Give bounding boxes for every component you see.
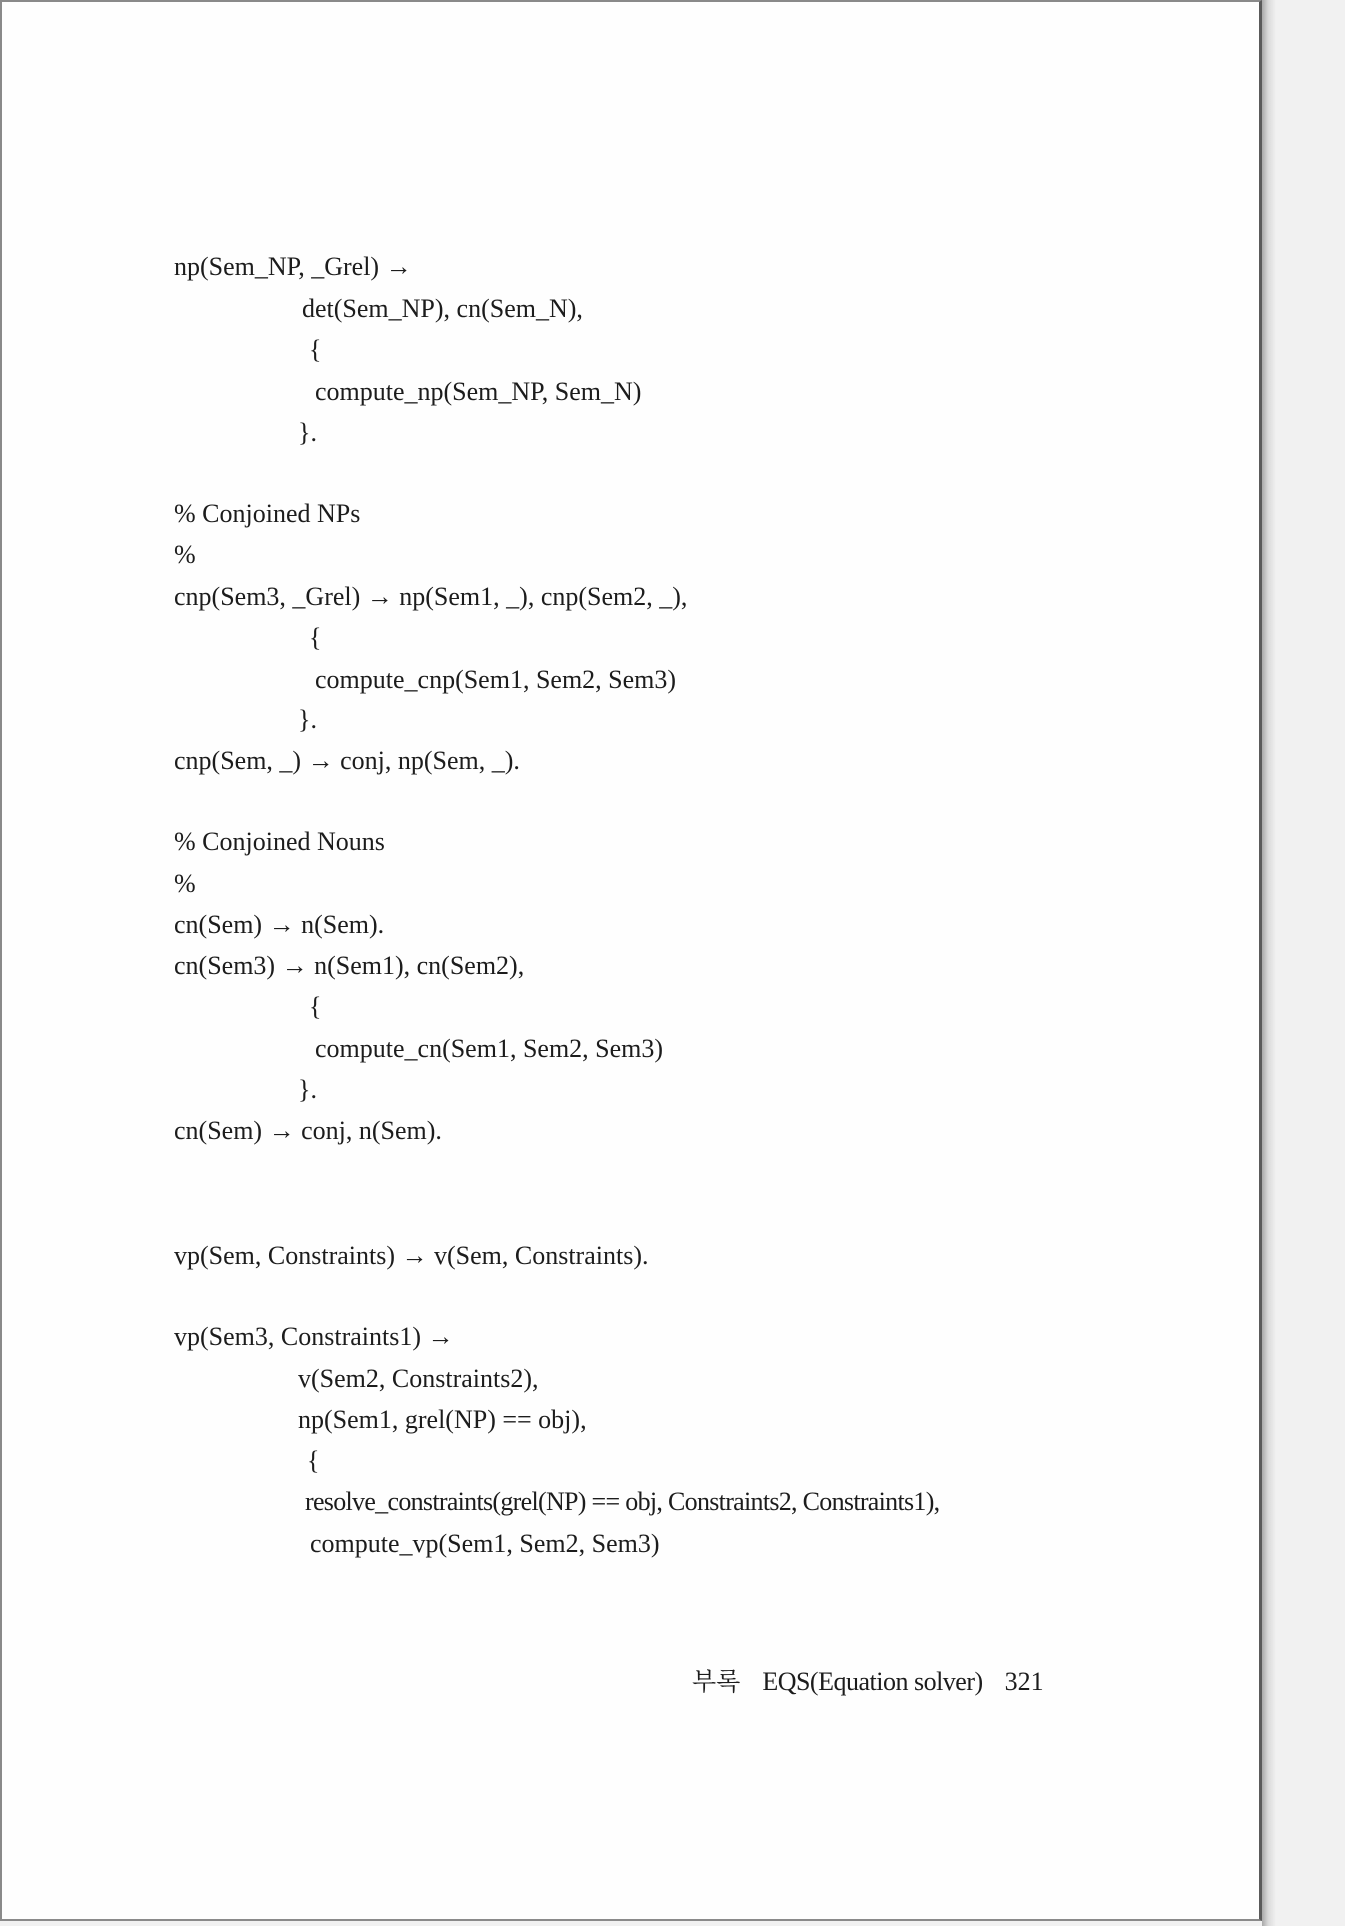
page-edge-shadow bbox=[1262, 0, 1276, 1926]
code-brace: }. bbox=[298, 1075, 317, 1104]
code-line: np(Sem1, grel(NP) == obj), bbox=[298, 1405, 587, 1434]
code-line: cn(Sem) → n(Sem). bbox=[174, 910, 385, 939]
code-line: cnp(Sem3, _Grel) → np(Sem1, _), cnp(Sem2, _), bbox=[174, 582, 688, 611]
code-line: cn(Sem3) → n(Sem1), cn(Sem2), bbox=[174, 951, 525, 980]
code-line: vp(Sem, Constraints) → v(Sem, Constraints). bbox=[174, 1241, 649, 1270]
comment-line: % bbox=[174, 869, 196, 898]
code-brace: { bbox=[309, 623, 322, 652]
code-line: np(Sem_NP, _Grel) → bbox=[174, 252, 412, 281]
page-footer bbox=[666, 1637, 1044, 1727]
code-brace: { bbox=[307, 1446, 320, 1475]
code-brace: }. bbox=[298, 418, 317, 447]
code-line: v(Sem2, Constraints2), bbox=[298, 1364, 539, 1393]
code-line: cn(Sem) → conj, n(Sem). bbox=[174, 1116, 442, 1145]
code-line: det(Sem_NP), cn(Sem_N), bbox=[302, 294, 583, 323]
code-line: compute_cnp(Sem1, Sem2, Sem3) bbox=[315, 665, 677, 694]
code-brace: { bbox=[309, 992, 322, 1021]
code-line: compute_vp(Sem1, Sem2, Sem3) bbox=[310, 1529, 660, 1558]
comment-line: % Conjoined Nouns bbox=[174, 827, 385, 856]
comment-line: % bbox=[174, 540, 196, 569]
code-line: cnp(Sem, _) → conj, np(Sem, _). bbox=[174, 746, 520, 775]
code-line: resolve_constraints(grel(NP) == obj, Constraints2, Constraints1), bbox=[305, 1487, 940, 1516]
code-line: compute_np(Sem_NP, Sem_N) bbox=[315, 377, 642, 406]
footer-title: EQS(Equation solver) bbox=[762, 1667, 983, 1696]
comment-line: % Conjoined NPs bbox=[174, 499, 361, 528]
code-brace: }. bbox=[298, 705, 317, 734]
footer-section-label: 부록 bbox=[692, 1667, 741, 1696]
code-brace: { bbox=[309, 335, 322, 364]
code-line: vp(Sem3, Constraints1) → bbox=[174, 1322, 454, 1351]
page-number: 321 bbox=[1004, 1667, 1044, 1696]
code-line: compute_cn(Sem1, Sem2, Sem3) bbox=[315, 1034, 664, 1063]
